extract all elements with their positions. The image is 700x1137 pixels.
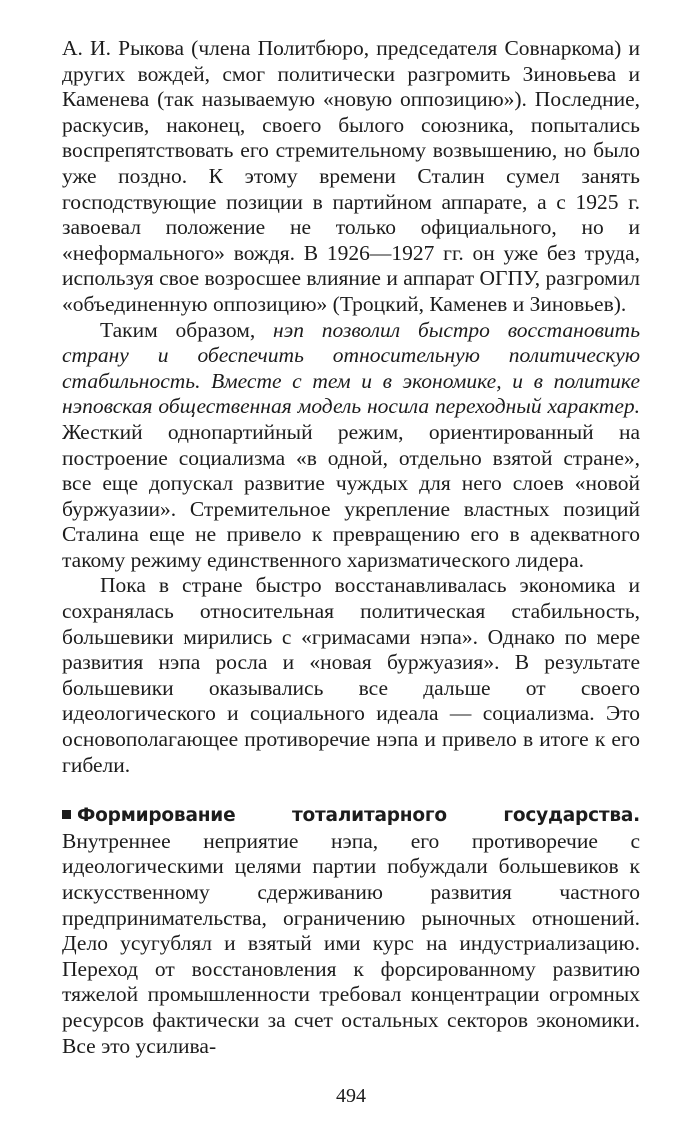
paragraph-text: Внутреннее неприятие нэпа, его противоречие с идеологическими целями партии побуждали большевиков к искусственному сдерживанию развития частного предпринимательства, ограничению рыночных отношений. Дело усугублял и взятый ими курс на индустриализацию. Переход от восстановления к форсированному развитию тяжелой промышленности требовал концентрации огромных ресурсов фактически за счет остальных секторов экономики. Все это усилива-	[62, 828, 640, 1058]
page-number: 494	[336, 1085, 366, 1107]
paragraph-nep-contradiction	[62, 573, 640, 778]
paragraph-rykov	[62, 36, 640, 318]
italic-emphasis: нэп позволил быстро восстановить страну и обеспечить относительную политическую стабильность. Вместе с тем и в экономике, и в политике нэповская общественная модель носила переходный характер.	[62, 317, 640, 419]
paragraph-text: Пока в стране быстро восстанавливалась экономика и сохранялась относительная политическая стабильность, большевики мирились с «гримасами нэпа». Однако по мере развития нэпа росла и «новая буржуазия». В результате большевики оказывались все дальше от своего идеологического и социального идеала — социализма. Это основополагающее противоречие нэпа и привело в итоге к его гибели.	[62, 573, 640, 777]
section-totalitarian-state	[62, 802, 640, 1059]
section-bullet-icon	[62, 810, 71, 819]
paragraph-lead: Таким образом,	[100, 317, 274, 342]
paragraph-nep-summary	[62, 318, 640, 574]
paragraph-text: А. И. Рыкова (члена Политбюро, председателя Совнаркома) и других вождей, смог политически разгромить Зиновьева и Каменева (так называемую «новую оппозицию»). Последние, раскусив, наконец, своего былого союзника, попытались воспрепятствовать его стремительному возвышению, но было уже поздно. К этому времени Сталин сумел занять господствующие позиции в партийном аппарате, а с 1925 г. завоевал положение не только официального, но и «неформального» вождя. В 1926—1927 гг. он уже без труда, используя свое возросшее влияние и аппарат ОГПУ, разгромил «объединенную оппозицию» (Троцкий, Каменев и Зиновьев).	[62, 36, 641, 316]
book-page	[62, 36, 640, 1116]
paragraph-text: Жесткий однопартийный режим, ориентированный на построение социализма «в одной, отдельно взятой стране», все еще допускал развитие чуждых для него слоев «новой буржуазии». Стремительное укрепление властных позиций Сталина еще не привело к превращению его в адекватного такому режиму единственного харизматического лидера.	[62, 419, 640, 572]
section-heading: Формирование тоталитарного государства.	[77, 805, 640, 827]
